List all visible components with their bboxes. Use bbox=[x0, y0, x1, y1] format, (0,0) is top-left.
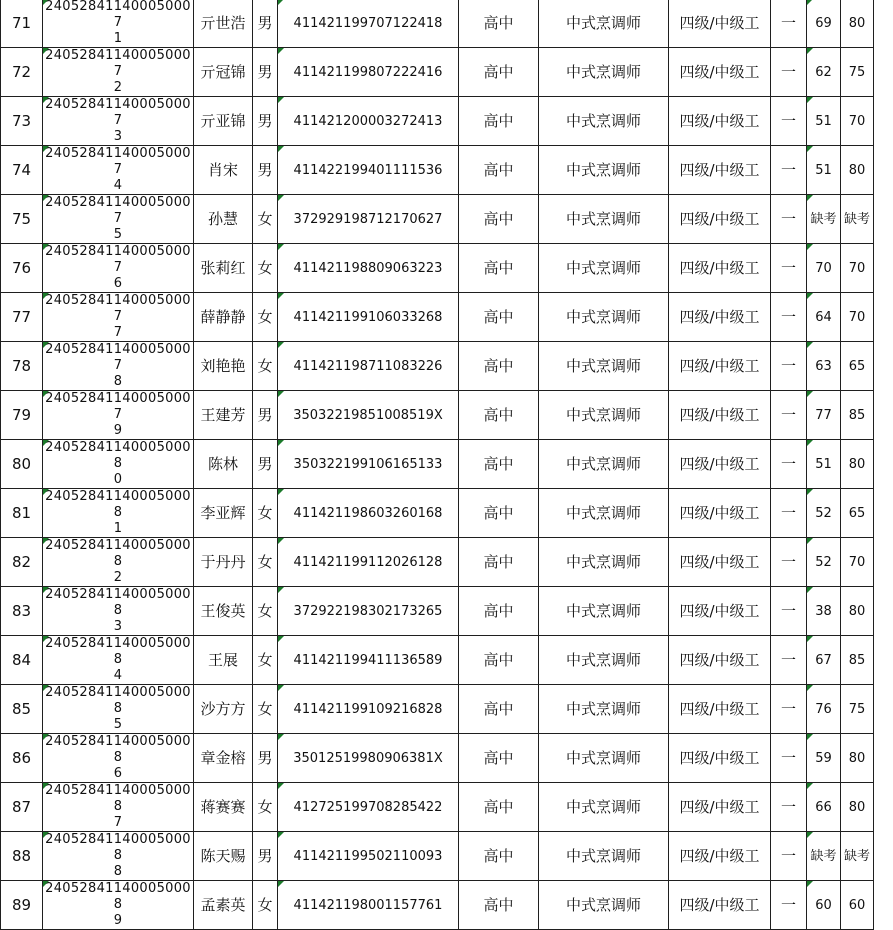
cell-score-theory[interactable]: 70 bbox=[807, 244, 841, 293]
cell-id-number[interactable]: 411421198711083226 bbox=[278, 342, 459, 391]
cell-name[interactable]: 陈天赐 bbox=[194, 832, 253, 881]
cell-occupation[interactable]: 中式烹调师 bbox=[539, 489, 669, 538]
cell-education[interactable]: 高中 bbox=[459, 391, 539, 440]
cell-gender[interactable]: 女 bbox=[253, 293, 278, 342]
cell-id-number[interactable]: 372922198302173265 bbox=[278, 587, 459, 636]
table-row bbox=[1, 685, 874, 734]
cell-id-number[interactable]: 411421198809063223 bbox=[278, 244, 459, 293]
cell-score-theory[interactable]: 76 bbox=[807, 685, 841, 734]
serial-number-line-2: 7 bbox=[113, 815, 123, 830]
cell-score-practical[interactable]: 80 bbox=[841, 440, 874, 489]
table-row bbox=[1, 881, 874, 930]
serial-number-line-1: 240528411400050007 bbox=[45, 146, 191, 177]
serial-number-line-1: 240528411400050008 bbox=[45, 832, 191, 863]
cell-name[interactable]: 章金榕 bbox=[194, 734, 253, 783]
cell-name[interactable]: 亓亚锦 bbox=[194, 97, 253, 146]
table-row bbox=[1, 832, 874, 881]
cell-gender[interactable]: 女 bbox=[253, 636, 278, 685]
cell-name[interactable]: 刘艳艳 bbox=[194, 342, 253, 391]
cell-score-practical[interactable]: 70 bbox=[841, 244, 874, 293]
cell-serial-number[interactable] bbox=[43, 146, 194, 195]
cell-name[interactable]: 张莉红 bbox=[194, 244, 253, 293]
cell-level[interactable]: 四级/中级工 bbox=[669, 342, 771, 391]
cell-occupation[interactable]: 中式烹调师 bbox=[539, 734, 669, 783]
cell-score-theory[interactable]: 38 bbox=[807, 587, 841, 636]
cell-level[interactable]: 四级/中级工 bbox=[669, 783, 771, 832]
cell-id-number[interactable]: 411421199112026128 bbox=[278, 538, 459, 587]
serial-number-line-1: 240528411400050007 bbox=[45, 293, 191, 324]
cell-gender[interactable]: 女 bbox=[253, 538, 278, 587]
cell-name[interactable]: 蒋赛赛 bbox=[194, 783, 253, 832]
cell-occupation[interactable]: 中式烹调师 bbox=[539, 538, 669, 587]
cell-gender[interactable]: 女 bbox=[253, 685, 278, 734]
cell-occupation[interactable]: 中式烹调师 bbox=[539, 685, 669, 734]
cell-gender[interactable]: 女 bbox=[253, 342, 278, 391]
cell-gender[interactable]: 男 bbox=[253, 0, 278, 48]
cell-id-number[interactable]: 372929198712170627 bbox=[278, 195, 459, 244]
cell-score-theory[interactable]: 64 bbox=[807, 293, 841, 342]
cell-serial-number[interactable] bbox=[43, 391, 194, 440]
serial-number-line-1: 240528411400050007 bbox=[45, 195, 191, 226]
cell-level[interactable]: 四级/中级工 bbox=[669, 636, 771, 685]
serial-number-line-1: 240528411400050008 bbox=[45, 685, 191, 716]
cell-level[interactable]: 四级/中级工 bbox=[669, 587, 771, 636]
cell-id-number[interactable]: 35032219851008519X bbox=[278, 391, 459, 440]
cell-id-number[interactable]: 411421199502110093 bbox=[278, 832, 459, 881]
serial-number-line-2: 7 bbox=[113, 325, 123, 340]
serial-number-line-1: 240528411400050008 bbox=[45, 734, 191, 765]
cell-name[interactable]: 沙方方 bbox=[194, 685, 253, 734]
cell-score-theory[interactable]: 51 bbox=[807, 146, 841, 195]
cell-level[interactable]: 四级/中级工 bbox=[669, 391, 771, 440]
table-row bbox=[1, 489, 874, 538]
cell-score-practical[interactable]: 85 bbox=[841, 636, 874, 685]
cell-education[interactable]: 高中 bbox=[459, 881, 539, 930]
cell-level[interactable]: 四级/中级工 bbox=[669, 734, 771, 783]
cell-serial-number[interactable] bbox=[43, 293, 194, 342]
cell-score-theory[interactable]: 69 bbox=[807, 0, 841, 48]
cell-score-practical[interactable]: 60 bbox=[841, 881, 874, 930]
cell-mark[interactable]: 一 bbox=[771, 832, 807, 881]
cell-education[interactable]: 高中 bbox=[459, 48, 539, 97]
cell-mark[interactable]: 一 bbox=[771, 538, 807, 587]
cell-occupation[interactable]: 中式烹调师 bbox=[539, 783, 669, 832]
cell-gender[interactable]: 男 bbox=[253, 832, 278, 881]
cell-serial-number[interactable] bbox=[43, 685, 194, 734]
cell-serial-number[interactable] bbox=[43, 881, 194, 930]
table-row bbox=[1, 48, 874, 97]
table-row bbox=[1, 636, 874, 685]
cell-row-number[interactable]: 80 bbox=[1, 440, 43, 489]
cell-score-practical[interactable]: 70 bbox=[841, 97, 874, 146]
cell-id-number[interactable]: 411421199807222416 bbox=[278, 48, 459, 97]
cell-serial-number[interactable] bbox=[43, 489, 194, 538]
serial-number-line-2: 8 bbox=[113, 374, 123, 389]
cell-gender[interactable]: 女 bbox=[253, 783, 278, 832]
cell-gender[interactable]: 男 bbox=[253, 48, 278, 97]
cell-education[interactable]: 高中 bbox=[459, 195, 539, 244]
table-row bbox=[1, 146, 874, 195]
table-row bbox=[1, 97, 874, 146]
cell-row-number[interactable]: 77 bbox=[1, 293, 43, 342]
cell-name[interactable]: 王展 bbox=[194, 636, 253, 685]
cell-mark[interactable]: 一 bbox=[771, 440, 807, 489]
cell-level[interactable]: 四级/中级工 bbox=[669, 440, 771, 489]
cell-education[interactable]: 高中 bbox=[459, 832, 539, 881]
cell-level[interactable]: 四级/中级工 bbox=[669, 293, 771, 342]
cell-gender[interactable]: 男 bbox=[253, 440, 278, 489]
serial-number-line-1: 240528411400050008 bbox=[45, 587, 191, 618]
cell-gender[interactable]: 女 bbox=[253, 881, 278, 930]
cell-score-theory[interactable]: 缺考 bbox=[807, 832, 841, 881]
cell-occupation[interactable]: 中式烹调师 bbox=[539, 195, 669, 244]
table-row bbox=[1, 538, 874, 587]
cell-row-number[interactable]: 82 bbox=[1, 538, 43, 587]
table-row bbox=[1, 0, 874, 48]
cell-score-practical[interactable]: 75 bbox=[841, 48, 874, 97]
cell-score-practical[interactable]: 80 bbox=[841, 0, 874, 48]
serial-number-line-1: 240528411400050008 bbox=[45, 489, 191, 520]
cell-occupation[interactable]: 中式烹调师 bbox=[539, 244, 669, 293]
cell-id-number[interactable]: 411421199411136589 bbox=[278, 636, 459, 685]
serial-number-line-2: 9 bbox=[113, 913, 123, 928]
cell-mark[interactable]: 一 bbox=[771, 587, 807, 636]
cell-education[interactable]: 高中 bbox=[459, 244, 539, 293]
cell-education[interactable]: 高中 bbox=[459, 146, 539, 195]
cell-row-number[interactable]: 75 bbox=[1, 195, 43, 244]
cell-serial-number[interactable] bbox=[43, 538, 194, 587]
cell-occupation[interactable]: 中式烹调师 bbox=[539, 587, 669, 636]
cell-education[interactable]: 高中 bbox=[459, 342, 539, 391]
cell-row-number[interactable]: 79 bbox=[1, 391, 43, 440]
cell-mark[interactable]: 一 bbox=[771, 342, 807, 391]
cell-serial-number[interactable] bbox=[43, 832, 194, 881]
cell-name[interactable]: 孙慧 bbox=[194, 195, 253, 244]
cell-score-theory[interactable]: 62 bbox=[807, 48, 841, 97]
cell-row-number[interactable]: 86 bbox=[1, 734, 43, 783]
cell-occupation[interactable]: 中式烹调师 bbox=[539, 97, 669, 146]
cell-row-number[interactable]: 78 bbox=[1, 342, 43, 391]
serial-number-line-1: 240528411400050007 bbox=[45, 391, 191, 422]
cell-level[interactable]: 四级/中级工 bbox=[669, 48, 771, 97]
cell-score-practical[interactable]: 80 bbox=[841, 783, 874, 832]
cell-name[interactable]: 亓冠锦 bbox=[194, 48, 253, 97]
cell-level[interactable]: 四级/中级工 bbox=[669, 685, 771, 734]
cell-row-number[interactable]: 85 bbox=[1, 685, 43, 734]
cell-score-theory[interactable]: 59 bbox=[807, 734, 841, 783]
cell-occupation[interactable]: 中式烹调师 bbox=[539, 342, 669, 391]
cell-mark[interactable]: 一 bbox=[771, 783, 807, 832]
cell-education[interactable]: 高中 bbox=[459, 538, 539, 587]
cell-education[interactable]: 高中 bbox=[459, 440, 539, 489]
serial-number-line-1: 240528411400050008 bbox=[45, 783, 191, 814]
cell-education[interactable]: 高中 bbox=[459, 293, 539, 342]
serial-number-line-1: 240528411400050007 bbox=[45, 97, 191, 128]
cell-mark[interactable]: 一 bbox=[771, 636, 807, 685]
cell-gender[interactable]: 男 bbox=[253, 734, 278, 783]
cell-education[interactable]: 高中 bbox=[459, 489, 539, 538]
cell-education[interactable]: 高中 bbox=[459, 734, 539, 783]
cell-row-number[interactable]: 74 bbox=[1, 146, 43, 195]
cell-education[interactable]: 高中 bbox=[459, 636, 539, 685]
cell-row-number[interactable]: 81 bbox=[1, 489, 43, 538]
cell-gender[interactable]: 男 bbox=[253, 97, 278, 146]
cell-id-number[interactable]: 411421198603260168 bbox=[278, 489, 459, 538]
cell-id-number[interactable]: 411422199401111536 bbox=[278, 146, 459, 195]
cell-education[interactable]: 高中 bbox=[459, 587, 539, 636]
cell-name[interactable]: 亓世浩 bbox=[194, 0, 253, 48]
cell-mark[interactable]: 一 bbox=[771, 734, 807, 783]
cell-occupation[interactable]: 中式烹调师 bbox=[539, 636, 669, 685]
cell-level[interactable]: 四级/中级工 bbox=[669, 0, 771, 48]
cell-score-theory[interactable]: 77 bbox=[807, 391, 841, 440]
serial-number-line-2: 6 bbox=[113, 276, 123, 291]
cell-level[interactable]: 四级/中级工 bbox=[669, 538, 771, 587]
cell-mark[interactable]: 一 bbox=[771, 489, 807, 538]
serial-number-line-2: 6 bbox=[113, 766, 123, 781]
cell-mark[interactable]: 一 bbox=[771, 97, 807, 146]
cell-serial-number[interactable] bbox=[43, 0, 194, 48]
cell-occupation[interactable]: 中式烹调师 bbox=[539, 146, 669, 195]
cell-id-number[interactable]: 350322199106165133 bbox=[278, 440, 459, 489]
cell-mark[interactable]: 一 bbox=[771, 391, 807, 440]
cell-occupation[interactable]: 中式烹调师 bbox=[539, 0, 669, 48]
cell-mark[interactable]: 一 bbox=[771, 293, 807, 342]
serial-number-line-1: 240528411400050007 bbox=[45, 244, 191, 275]
cell-row-number[interactable]: 76 bbox=[1, 244, 43, 293]
cell-serial-number[interactable] bbox=[43, 587, 194, 636]
cell-score-practical[interactable]: 70 bbox=[841, 538, 874, 587]
table-row bbox=[1, 293, 874, 342]
cell-name[interactable]: 陈林 bbox=[194, 440, 253, 489]
serial-number-line-1: 240528411400050008 bbox=[45, 636, 191, 667]
cell-score-theory[interactable]: 60 bbox=[807, 881, 841, 930]
serial-number-line-2: 0 bbox=[113, 472, 123, 487]
cell-occupation[interactable]: 中式烹调师 bbox=[539, 48, 669, 97]
serial-number-line-1: 240528411400050007 bbox=[45, 0, 191, 30]
serial-number-line-2: 2 bbox=[113, 80, 123, 95]
serial-number-line-1: 240528411400050007 bbox=[45, 48, 191, 79]
cell-score-theory[interactable]: 66 bbox=[807, 783, 841, 832]
cell-occupation[interactable]: 中式烹调师 bbox=[539, 832, 669, 881]
cell-score-theory[interactable]: 63 bbox=[807, 342, 841, 391]
serial-number-line-2: 3 bbox=[113, 129, 123, 144]
cell-id-number[interactable]: 412725199708285422 bbox=[278, 783, 459, 832]
serial-number-line-2: 9 bbox=[113, 423, 123, 438]
cell-occupation[interactable]: 中式烹调师 bbox=[539, 391, 669, 440]
cell-row-number[interactable]: 83 bbox=[1, 587, 43, 636]
cell-serial-number[interactable] bbox=[43, 734, 194, 783]
cell-name[interactable]: 李亚辉 bbox=[194, 489, 253, 538]
cell-serial-number[interactable] bbox=[43, 48, 194, 97]
cell-serial-number[interactable] bbox=[43, 636, 194, 685]
cell-score-practical[interactable]: 75 bbox=[841, 685, 874, 734]
cell-occupation[interactable]: 中式烹调师 bbox=[539, 881, 669, 930]
cell-mark[interactable]: 一 bbox=[771, 48, 807, 97]
cell-name[interactable]: 薛静静 bbox=[194, 293, 253, 342]
serial-number-line-2: 8 bbox=[113, 864, 123, 879]
cell-level[interactable]: 四级/中级工 bbox=[669, 881, 771, 930]
table-row bbox=[1, 440, 874, 489]
cell-occupation[interactable]: 中式烹调师 bbox=[539, 440, 669, 489]
cell-id-number[interactable]: 411421199707122418 bbox=[278, 0, 459, 48]
table-row bbox=[1, 783, 874, 832]
cell-row-number[interactable]: 73 bbox=[1, 97, 43, 146]
serial-number-line-2: 3 bbox=[113, 619, 123, 634]
cell-education[interactable]: 高中 bbox=[459, 0, 539, 48]
cell-id-number[interactable]: 411421198001157761 bbox=[278, 881, 459, 930]
cell-serial-number[interactable] bbox=[43, 342, 194, 391]
cell-score-practical[interactable]: 85 bbox=[841, 391, 874, 440]
cell-score-theory[interactable]: 52 bbox=[807, 538, 841, 587]
cell-gender[interactable]: 女 bbox=[253, 587, 278, 636]
cell-score-practical[interactable]: 缺考 bbox=[841, 195, 874, 244]
table-row bbox=[1, 244, 874, 293]
cell-level[interactable]: 四级/中级工 bbox=[669, 244, 771, 293]
cell-serial-number[interactable] bbox=[43, 244, 194, 293]
serial-number-line-1: 240528411400050007 bbox=[45, 342, 191, 373]
serial-number-line-2: 4 bbox=[113, 668, 123, 683]
cell-score-theory[interactable]: 51 bbox=[807, 440, 841, 489]
cell-name[interactable]: 孟素英 bbox=[194, 881, 253, 930]
cell-score-practical[interactable]: 65 bbox=[841, 489, 874, 538]
cell-gender[interactable]: 男 bbox=[253, 391, 278, 440]
cell-score-practical[interactable]: 80 bbox=[841, 587, 874, 636]
cell-occupation[interactable]: 中式烹调师 bbox=[539, 293, 669, 342]
serial-number-line-1: 240528411400050008 bbox=[45, 538, 191, 569]
cell-score-theory[interactable]: 缺考 bbox=[807, 195, 841, 244]
cell-id-number[interactable]: 411421199106033268 bbox=[278, 293, 459, 342]
cell-id-number[interactable]: 411421200003272413 bbox=[278, 97, 459, 146]
cell-name[interactable]: 于丹丹 bbox=[194, 538, 253, 587]
cell-serial-number[interactable] bbox=[43, 195, 194, 244]
cell-gender[interactable]: 男 bbox=[253, 146, 278, 195]
cell-gender[interactable]: 女 bbox=[253, 489, 278, 538]
cell-score-theory[interactable]: 51 bbox=[807, 97, 841, 146]
table-row bbox=[1, 342, 874, 391]
cell-serial-number[interactable] bbox=[43, 440, 194, 489]
cell-row-number[interactable]: 87 bbox=[1, 783, 43, 832]
cell-mark[interactable]: 一 bbox=[771, 0, 807, 48]
cell-id-number[interactable]: 35012519980906381X bbox=[278, 734, 459, 783]
cell-gender[interactable]: 女 bbox=[253, 195, 278, 244]
cell-education[interactable]: 高中 bbox=[459, 685, 539, 734]
table-row bbox=[1, 391, 874, 440]
cell-row-number[interactable]: 84 bbox=[1, 636, 43, 685]
cell-mark[interactable]: 一 bbox=[771, 685, 807, 734]
cell-education[interactable]: 高中 bbox=[459, 783, 539, 832]
cell-name[interactable]: 肖宋 bbox=[194, 146, 253, 195]
serial-number-line-2: 5 bbox=[113, 717, 123, 732]
cell-score-practical[interactable]: 80 bbox=[841, 734, 874, 783]
table-row bbox=[1, 734, 874, 783]
cell-level[interactable]: 四级/中级工 bbox=[669, 97, 771, 146]
table-row bbox=[1, 195, 874, 244]
serial-number-line-1: 240528411400050008 bbox=[45, 440, 191, 471]
cell-name[interactable]: 王俊英 bbox=[194, 587, 253, 636]
cell-score-theory[interactable]: 67 bbox=[807, 636, 841, 685]
cell-row-number[interactable]: 89 bbox=[1, 881, 43, 930]
serial-number-line-2: 4 bbox=[113, 178, 123, 193]
cell-row-number[interactable]: 72 bbox=[1, 48, 43, 97]
serial-number-line-2: 2 bbox=[113, 570, 123, 585]
cell-mark[interactable]: 一 bbox=[771, 146, 807, 195]
cell-mark[interactable]: 一 bbox=[771, 881, 807, 930]
cell-id-number[interactable]: 411421199109216828 bbox=[278, 685, 459, 734]
serial-number-line-1: 240528411400050008 bbox=[45, 881, 191, 912]
cell-score-practical[interactable]: 70 bbox=[841, 293, 874, 342]
cell-gender[interactable]: 女 bbox=[253, 244, 278, 293]
cell-level[interactable]: 四级/中级工 bbox=[669, 489, 771, 538]
cell-level[interactable]: 四级/中级工 bbox=[669, 832, 771, 881]
cell-level[interactable]: 四级/中级工 bbox=[669, 146, 771, 195]
cell-row-number[interactable]: 71 bbox=[1, 0, 43, 48]
cell-education[interactable]: 高中 bbox=[459, 97, 539, 146]
cell-score-practical[interactable]: 65 bbox=[841, 342, 874, 391]
cell-name[interactable]: 王建芳 bbox=[194, 391, 253, 440]
serial-number-line-2: 5 bbox=[113, 227, 123, 242]
cell-row-number[interactable]: 88 bbox=[1, 832, 43, 881]
serial-number-line-2: 1 bbox=[113, 31, 123, 46]
cell-level[interactable]: 四级/中级工 bbox=[669, 195, 771, 244]
cell-score-theory[interactable]: 52 bbox=[807, 489, 841, 538]
table-row bbox=[1, 587, 874, 636]
cell-score-practical[interactable]: 80 bbox=[841, 146, 874, 195]
cell-score-practical[interactable]: 缺考 bbox=[841, 832, 874, 881]
cell-serial-number[interactable] bbox=[43, 97, 194, 146]
cell-serial-number[interactable] bbox=[43, 783, 194, 832]
cell-mark[interactable]: 一 bbox=[771, 244, 807, 293]
serial-number-line-2: 1 bbox=[113, 521, 123, 536]
cell-mark[interactable]: 一 bbox=[771, 195, 807, 244]
